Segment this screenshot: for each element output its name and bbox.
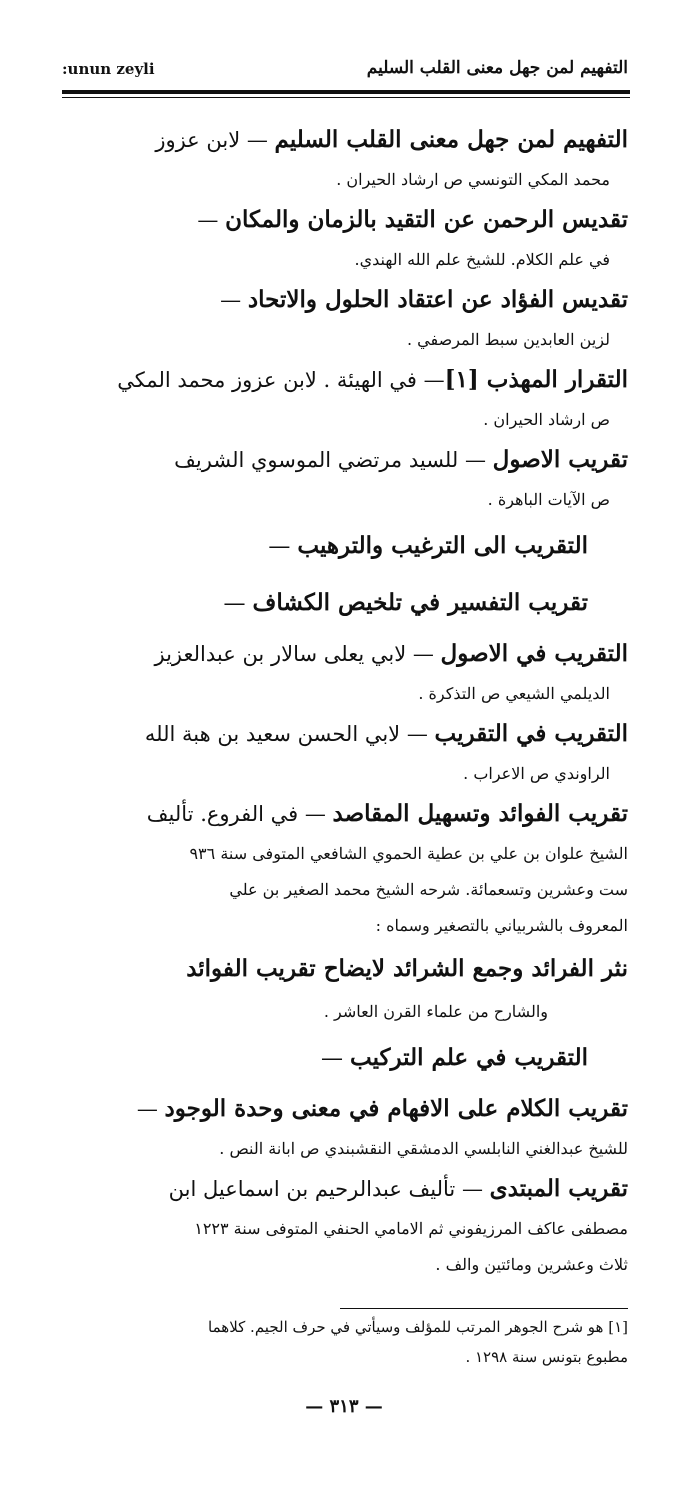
entry-title: التقريب في الاصول [440,640,628,667]
entry-text: — [268,534,298,559]
entry-continuation-line: مصطفى عاكف المرزيفوني ثم الامامي الحنفي المتوفى سنة ١٢٢٣ [194,1219,628,1238]
footnote-line: مطبوع بتونس سنة ١٢٩٨ . [465,1348,628,1366]
entry [96,358,628,438]
entry [96,438,628,518]
entry-title: التقرار المهذب [١] [444,366,628,393]
entry-title: تقريب الفوائد وتسهيل المقاصد [332,800,628,827]
page-number: — ٣١٣ — [305,1396,383,1417]
entry [96,632,628,712]
entry-text: — [220,288,248,312]
entry-text: — لابي يعلى سالار بن عبدالعزيز [154,642,441,666]
header-left-text: :unun zeyli [62,60,155,78]
entry-continuation: محمد المكي التونسي ص ارشاد الحيران . [336,170,610,189]
entry-title: تقريب الاصول [492,446,628,473]
page-header [62,58,628,88]
entry-title: تقريب الكلام على الافهام في معنى وحدة الوجود [164,1095,628,1122]
entry-continuation: والشارح من علماء القرن العاشر . [323,1002,548,1021]
entry-title: تقريب المبتدى [489,1175,628,1202]
entry-continuation-line: المعروف بالشربياني بالتصغير وسماه : [375,916,628,935]
header-rule-thick [62,90,630,94]
entry-title: نثر الفرائد وجمع الشرائد لايضاح تقريب الفوائد [186,955,628,982]
entry-continuation [96,836,628,944]
entry-text: — للسيد مرتضي الموسوي الشريف [174,448,493,472]
entry-continuation: ص الآيات الباهرة . [487,490,610,509]
entry-continuation-line: ثلاث وعشرين ومائتين والف . [435,1255,628,1274]
entry-continuation: في علم الكلام. للشيخ علم الله الهندي. [354,250,610,269]
entry-title: التقريب في علم التركيب [350,1044,588,1071]
entry-title: التقريب الى الترغيب والترهيب [297,532,588,559]
entry-continuation: ص ارشاد الحيران . [483,410,610,429]
entry-text: — [223,591,253,616]
entry [96,1030,628,1087]
entry-continuation [96,1211,628,1283]
header-running-title: التفهيم لمن جهل معنى القلب السليم [366,58,628,78]
header-rule-thin [62,97,630,98]
entry [96,278,628,358]
entry [96,712,628,792]
entry-continuation: لزين العابدين سبط المرصفي . [407,330,610,349]
entry [96,792,628,944]
entry [96,518,628,575]
entry [96,1167,628,1283]
entry-text: — [136,1097,165,1121]
entry-text: — لابي الحسن سعيد بن هبة الله [144,722,435,746]
entry-text: — تأليف عبدالرحيم بن اسماعيل ابن [168,1177,490,1201]
entry-text: — [321,1046,350,1071]
entry [96,575,628,632]
entry-text: — في الفروع. تأليف [146,802,333,826]
entry-title: تقريب التفسير في تلخيص الكشاف [252,589,588,616]
entry-continuation-line: ست وعشرين وتسعمائة. شرحه الشيخ محمد الصغير بن علي [229,880,628,899]
entry-continuation: الراوندي ص الاعراب . [463,764,610,783]
footnote-rule [340,1308,628,1309]
entry-text: — لابن عزوز [155,128,275,152]
entry [96,198,628,278]
entry-title: تقديس الفؤاد عن اعتقاد الحلول والاتحاد [247,286,628,313]
entry [96,118,628,198]
entry [96,944,628,1030]
entry-continuation: للشيخ عبدالغني النابلسي الدمشقي النقشبندي ص ابانة النص . [219,1139,628,1158]
entry-title: تقديس الرحمن عن التقيد بالزمان والمكان [225,206,628,233]
entry-title: التقريب في التقريب [434,720,628,747]
entries-list [96,118,628,1283]
entry-text: — في الهيئة . لابن عزوز محمد المكي [117,368,445,392]
entry-continuation: الديلمي الشيعي ص التذكرة . [418,684,610,703]
entry-continuation-line: الشيخ علوان بن علي بن عطية الحموي الشافعي المتوفى سنة ٩٣٦ [189,844,628,863]
entry-text: — [197,208,226,232]
entry [96,1087,628,1167]
entry-title: التفهيم لمن جهل معنى القلب السليم [274,126,628,153]
footnote-line: [١] هو شرح الجوهر المرتب للمؤلف وسيأتي في حرف الجيم. كلاهما [208,1318,628,1336]
footnote [208,1312,628,1372]
